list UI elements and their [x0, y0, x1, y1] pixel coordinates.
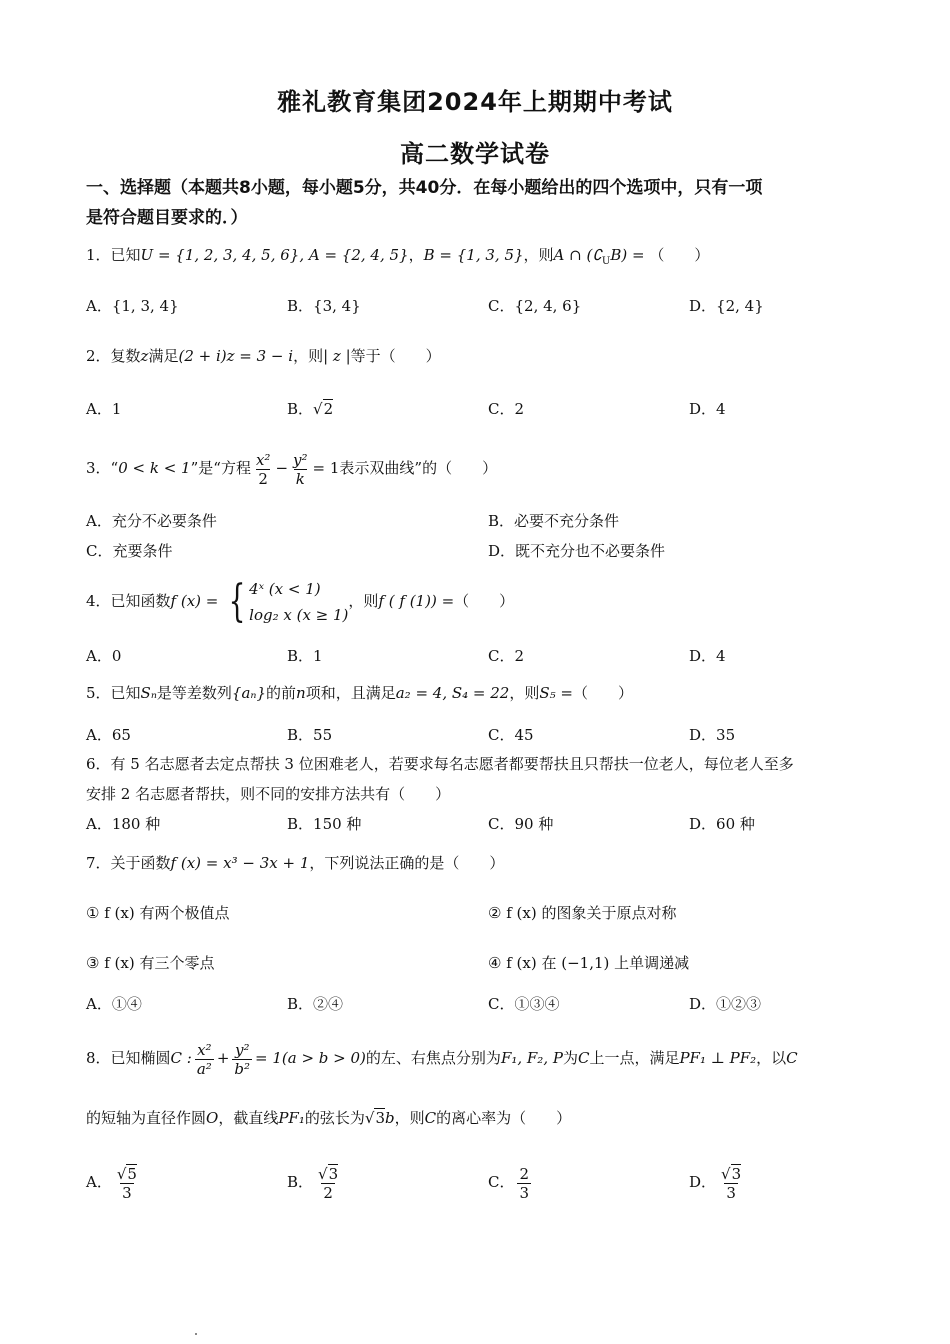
- q2-text-a: 2．复数: [86, 347, 141, 365]
- q1-expr-end: B) =: [610, 246, 650, 264]
- q3-text-c: ”是“方程: [190, 459, 251, 477]
- q7-statement-4: ④ f (x) 在 (−1,1) 上单调递减: [488, 954, 690, 972]
- question-3-stem: [86, 448, 497, 488]
- q1-option-a: A．{1, 3, 4}: [86, 297, 179, 315]
- question-1-stem: [86, 244, 709, 273]
- q7-option-c: C．①③④: [488, 995, 560, 1013]
- q7-option-b: B．②④: [287, 995, 344, 1013]
- q2-equation: (2 + i)z = 3 − i: [178, 347, 294, 365]
- q8-b: b: [384, 1109, 395, 1127]
- q8-foci: F₁, F₂, P: [500, 1049, 563, 1067]
- q6-option-c: C．90 种: [488, 815, 554, 833]
- q8-option-c-fraction: $\frac{2}{3}$: [519, 1164, 530, 1202]
- q1-option-b: B．{3, 4}: [287, 297, 361, 315]
- q4-composite: f ( f (1)) =: [378, 592, 455, 610]
- q7-statement-3: ③ f (x) 有三个零点: [86, 954, 215, 972]
- q1-expr: A ∩ (∁: [553, 246, 602, 264]
- q8-option-c-label: C．: [488, 1173, 515, 1191]
- q7-option-a: A．①④: [86, 995, 142, 1013]
- q8-ellipse-c: C :: [170, 1049, 192, 1067]
- q3-fraction-x: $\frac{\text{x²}}{2}$: [255, 450, 271, 488]
- q4-option-c: C．2: [488, 647, 525, 665]
- q8-fraction-y: $\frac{\text{y²}}{\text{b²}}$: [234, 1040, 251, 1078]
- q4-text-c: ，则: [348, 592, 379, 610]
- q5-text-i: ，则: [509, 684, 540, 702]
- q7-function: f (x) = x³ − 3x + 1: [170, 854, 310, 872]
- q8-option-b-fraction: $\frac{√3}{2}$: [318, 1164, 339, 1202]
- q3-option-d: D．既不充分也不必要条件: [488, 542, 666, 560]
- q4-case-2: log₂ x (x ≥ 1): [249, 606, 349, 624]
- q4-piecewise: { 4ˣ (x < 1) log₂ x (x ≥ 1): [228, 576, 349, 627]
- question-2-stem: [86, 345, 441, 367]
- q8-text-l2c: ，截直线: [218, 1109, 279, 1127]
- q2-text-g: 等于: [350, 347, 381, 365]
- q8-c-1: C: [577, 1049, 590, 1067]
- q8-text-l2a: 的短轴为直径作圆: [86, 1109, 207, 1127]
- q1-set-u-a: U = {1, 2, 3, 4, 5, 6}, A = {2, 4, 5}: [140, 246, 409, 264]
- q8-perpendicular: PF₁ ⊥ PF₂: [679, 1049, 757, 1067]
- q7-statement-2: ② f (x) 的图象关于原点对称: [488, 904, 677, 922]
- q8-option-b: [287, 1160, 343, 1204]
- q8-c-2: C: [786, 1049, 798, 1067]
- q8-text-f: 为: [562, 1049, 578, 1067]
- q3-option-b: B．必要不充分条件: [488, 512, 620, 530]
- q4-option-d: D．4: [689, 647, 726, 665]
- q4-option-a: A．0: [86, 647, 122, 665]
- q1-text-e: ，则: [523, 246, 554, 264]
- q8-option-c: [488, 1160, 534, 1204]
- q8-text-a: 8．已知椭圆: [86, 1049, 171, 1067]
- q8-text-j: ，以: [756, 1049, 787, 1067]
- q5-conditions: a₂ = 4, S₄ = 22: [395, 684, 510, 702]
- q1-text-a: 1．已知: [86, 246, 141, 264]
- q7-statement-1: ① f (x) 有两个极值点: [86, 904, 230, 922]
- answer-paren: （ ）: [511, 1109, 572, 1127]
- q8-plus: +: [216, 1049, 230, 1067]
- q8-option-a-fraction: $\frac{√5}{3}$: [116, 1164, 137, 1202]
- q6-option-b: B．150 种: [287, 815, 362, 833]
- question-7-stem: [86, 852, 504, 874]
- q3-text-a: 3．“: [86, 459, 119, 477]
- exam-title: 雅礼教育集团2024年上期期中考试: [277, 88, 673, 116]
- q3-option-c: C．充要条件: [86, 542, 173, 560]
- q5-option-b: B．55: [287, 726, 333, 744]
- question-4-stem: [86, 573, 514, 629]
- q1-sub-u: U: [601, 256, 611, 267]
- q1-option-c: C．{2, 4, 6}: [488, 297, 582, 315]
- q5-sequence: {aₙ}: [231, 684, 267, 702]
- q2-modulus: | z |: [323, 347, 351, 365]
- question-8-line-2: 的短轴为直径作圆O，截直线PF₁的弦长为√3b，则C的离心率为（ ）: [86, 1109, 572, 1127]
- section-heading-line1: 一、选择题（本题共8小题，每小题5分，共40分．在每小题给出的四个选项中，只有一项: [86, 178, 763, 198]
- q3-text-e: 表示双曲线”的: [339, 459, 438, 477]
- question-8-line-1: [86, 1036, 798, 1080]
- q5-sn: Sₙ: [140, 684, 157, 702]
- q8-fraction-x: $\frac{\text{x²}}{\text{a²}}$: [196, 1040, 212, 1078]
- q6-option-d: D．60 种: [689, 815, 755, 833]
- q1-option-d: D．{2, 4}: [689, 297, 764, 315]
- q5-option-d: D．35: [689, 726, 736, 744]
- q5-text-e: 的前: [266, 684, 297, 702]
- q2-option-a: A．1: [86, 400, 122, 418]
- question-6-line-2: 安排 2 名志愿者帮扶，则不同的安排方法共有（ ）: [86, 785, 451, 803]
- q2-option-c: C．2: [488, 400, 525, 418]
- q8-equation: = 1(a > b > 0): [255, 1049, 366, 1067]
- answer-paren: （ ）: [573, 684, 634, 702]
- q2-option-d: D．4: [689, 400, 726, 418]
- q4-case-1: 4ˣ (x < 1): [249, 580, 321, 598]
- q2-option-b: B．√2: [287, 400, 334, 418]
- q5-option-a: A．65: [86, 726, 131, 744]
- section-heading-line2: 是符合题目要求的．）: [86, 208, 248, 228]
- q8-option-b-label: B．: [287, 1173, 314, 1191]
- answer-paren: （ ）: [444, 854, 505, 872]
- q8-option-a-label: A．: [86, 1173, 112, 1191]
- q5-option-c: C．45: [488, 726, 534, 744]
- section-heading: [86, 173, 876, 233]
- q4-option-b: B．1: [287, 647, 323, 665]
- q8-text-l2h: ，则: [394, 1109, 425, 1127]
- q2-option-b-radicand: 2: [323, 400, 334, 418]
- q8-text-l2e: 的弦长为: [304, 1109, 365, 1127]
- q5-text-a: 5．已知: [86, 684, 141, 702]
- q7-text-c: ，下列说法正确的是: [309, 854, 445, 872]
- answer-paren: （ ）: [380, 347, 441, 365]
- q5-n: n: [296, 684, 306, 702]
- page-speck: [195, 1333, 197, 1335]
- q5-s5: S₅ =: [539, 684, 574, 702]
- q8-option-a: [86, 1160, 142, 1204]
- q7-option-d: D．①②③: [689, 995, 762, 1013]
- q3-minus: −: [275, 459, 289, 477]
- q3-equals-one: = 1: [312, 459, 340, 477]
- q2-option-b-label: B．: [287, 400, 314, 418]
- q8-text-l2j: 的离心率为: [436, 1109, 512, 1127]
- q8-line-pf1: PF₁: [278, 1109, 305, 1127]
- question-5-stem: [86, 682, 633, 704]
- q8-option-d-fraction: $\frac{√3}{3}$: [721, 1164, 742, 1202]
- exam-subtitle: 高二数学试卷: [400, 140, 550, 168]
- answer-paren: （ ）: [454, 592, 515, 610]
- q1-set-b: B = {1, 3, 5}: [423, 246, 524, 264]
- q8-text-d: 的左、右焦点分别为: [365, 1049, 501, 1067]
- q6-option-a: A．180 种: [86, 815, 161, 833]
- q4-text-a: 4．已知函数: [86, 592, 171, 610]
- q1-text-c: ，: [408, 246, 424, 264]
- q2-text-c: 满足: [148, 347, 179, 365]
- q7-text-a: 7．关于函数: [86, 854, 171, 872]
- q8-circle-o: O: [206, 1109, 219, 1127]
- q8-c-3: C: [424, 1109, 437, 1127]
- q8-option-d: [689, 1160, 746, 1204]
- question-6-line-1: 6．有 5 名志愿者去定点帮扶 3 位困难老人，若要求每名志愿者都要帮扶且只帮扶一位老人，每位老人至多: [86, 755, 794, 773]
- q2-var-z: z: [140, 347, 149, 365]
- answer-paren: （ ）: [649, 246, 710, 264]
- q3-condition: 0 < k < 1: [118, 459, 191, 477]
- q5-text-g: 项和，且满足: [305, 684, 396, 702]
- q8-sqrt-3: 3: [375, 1109, 385, 1127]
- q5-text-c: 是等差数列: [156, 684, 232, 702]
- q3-fraction-y: $\frac{\text{y²}}{k}$: [293, 450, 308, 488]
- q3-option-a: A．充分不必要条件: [86, 512, 217, 530]
- q2-text-e: ，则: [293, 347, 324, 365]
- q4-function: f (x) =: [170, 592, 219, 610]
- q8-option-d-label: D．: [689, 1173, 717, 1191]
- q8-text-h: 上一点，满足: [589, 1049, 680, 1067]
- answer-paren: （ ）: [437, 459, 498, 477]
